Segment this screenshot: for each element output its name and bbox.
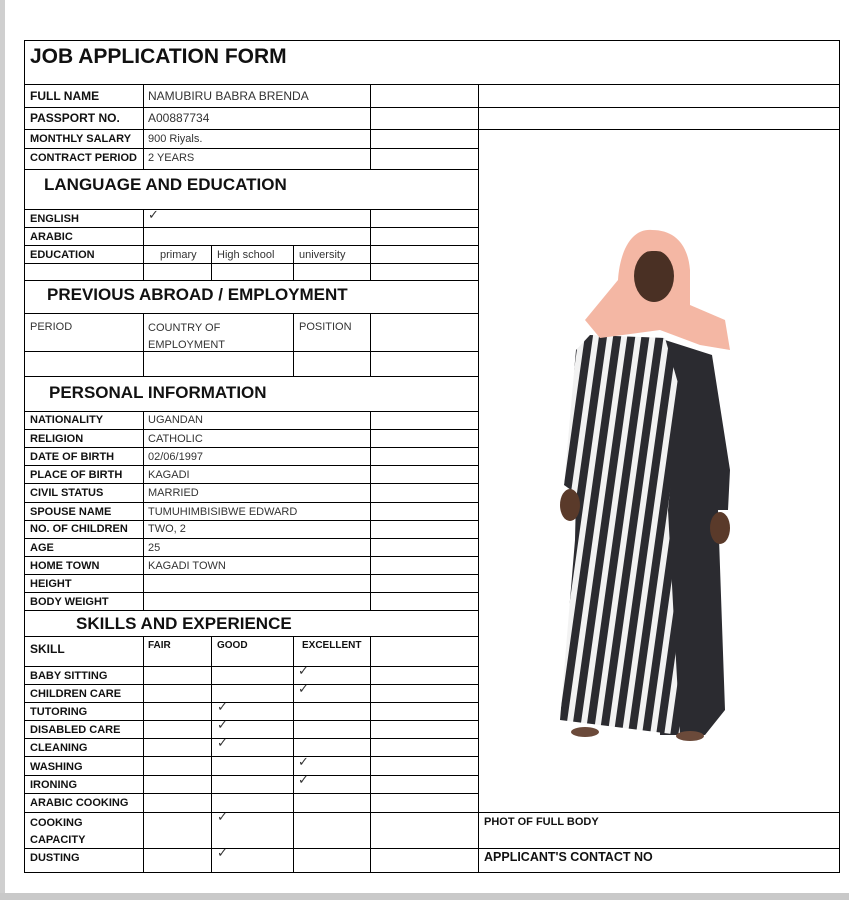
period-label: PERIOD <box>30 321 73 333</box>
salary-label: MONTHLY SALARY <box>30 133 132 145</box>
personal-value: KAGADI <box>148 469 190 481</box>
skill-label: CLEANING <box>30 742 88 754</box>
skill-label: DISABLED CARE <box>30 724 121 736</box>
personal-label: DATE OF BIRTH <box>30 451 115 463</box>
personal-label: AGE <box>30 542 54 554</box>
personal-value: TUMUHIMBISIBWE EDWARD <box>148 506 298 518</box>
skill-good-check: ✓ <box>217 735 228 750</box>
country-label: COUNTRY OF EMPLOYMENT <box>148 322 226 351</box>
personal-value: MARRIED <box>148 487 199 499</box>
full-name-label: FULL NAME <box>30 89 100 103</box>
personal-label: NO. OF CHILDREN <box>30 523 128 535</box>
personal-value: CATHOLIC <box>148 433 203 445</box>
photo-caption: PHOT OF FULL BODY <box>484 816 599 828</box>
skill-excellent-check: ✓ <box>298 681 309 696</box>
education-label: EDUCATION <box>30 249 95 261</box>
skill-excellent-check: ✓ <box>298 663 309 678</box>
skill-good-check: ✓ <box>217 717 228 732</box>
education-level-high-school: High school <box>217 249 275 261</box>
personal-label: CIVIL STATUS <box>30 487 104 499</box>
skill-label: TUTORING <box>30 706 88 718</box>
skill-label: CHILDREN CARE <box>30 688 122 700</box>
skill-label: WASHING <box>30 761 83 773</box>
full-name-value: NAMUBIRU BABRA BRENDA <box>148 89 309 103</box>
contract-label: CONTRACT PERIOD <box>30 152 137 164</box>
good-column-header: GOOD <box>217 640 248 651</box>
skill-good-check: ✓ <box>217 845 228 860</box>
form-title: JOB APPLICATION FORM <box>30 45 287 68</box>
english-label: ENGLISH <box>30 213 79 225</box>
personal-value: TWO, 2 <box>148 523 186 535</box>
skill-column-header: SKILL <box>30 642 65 656</box>
passport-value: A00887734 <box>148 111 210 125</box>
skill-label: DUSTING <box>30 852 80 864</box>
personal-value: 02/06/1997 <box>148 451 204 463</box>
personal-value: 25 <box>148 542 161 554</box>
personal-label: PLACE OF BIRTH <box>30 469 123 481</box>
skill-label: IRONING <box>30 779 78 791</box>
education-level-primary: primary <box>160 249 197 261</box>
skill-excellent-check: ✓ <box>298 772 309 787</box>
language-heading: LANGUAGE AND EDUCATION <box>44 175 287 194</box>
fair-column-header: FAIR <box>148 640 171 651</box>
position-label: POSITION <box>299 321 352 333</box>
applicant-full-body-photo <box>540 210 760 745</box>
personal-label: RELIGION <box>30 433 84 445</box>
contract-value: 2 YEARS <box>148 152 195 164</box>
arabic-label: ARABIC <box>30 231 73 243</box>
skill-label: BABY SITTING <box>30 670 108 682</box>
excellent-column-header: EXCELLENT <box>302 640 362 651</box>
english-check: ✓ <box>148 207 159 222</box>
personal-value: KAGADI TOWN <box>148 560 226 572</box>
skill-excellent-check: ✓ <box>298 754 309 769</box>
personal-label: SPOUSE NAME <box>30 506 112 518</box>
abroad-heading: PREVIOUS ABROAD / EMPLOYMENT <box>47 285 348 304</box>
skill-label: ARABIC COOKING <box>30 797 129 809</box>
education-level-university: university <box>299 249 346 261</box>
skill-label: COOKING CAPACITY <box>30 817 86 846</box>
contact-label: APPLICANT'S CONTACT NO <box>484 850 653 864</box>
personal-heading: PERSONAL INFORMATION <box>49 383 267 402</box>
personal-label: NATIONALITY <box>30 414 104 426</box>
skill-good-check: ✓ <box>217 699 228 714</box>
personal-value: UGANDAN <box>148 414 204 426</box>
passport-label: PASSPORT NO. <box>30 111 120 125</box>
personal-label: BODY WEIGHT <box>30 596 109 608</box>
salary-value: 900 Riyals. <box>148 133 203 145</box>
personal-label: HOME TOWN <box>30 560 100 572</box>
personal-label: HEIGHT <box>30 578 72 590</box>
skill-good-check: ✓ <box>217 809 228 824</box>
skills-heading: SKILLS AND EXPERIENCE <box>76 614 292 633</box>
